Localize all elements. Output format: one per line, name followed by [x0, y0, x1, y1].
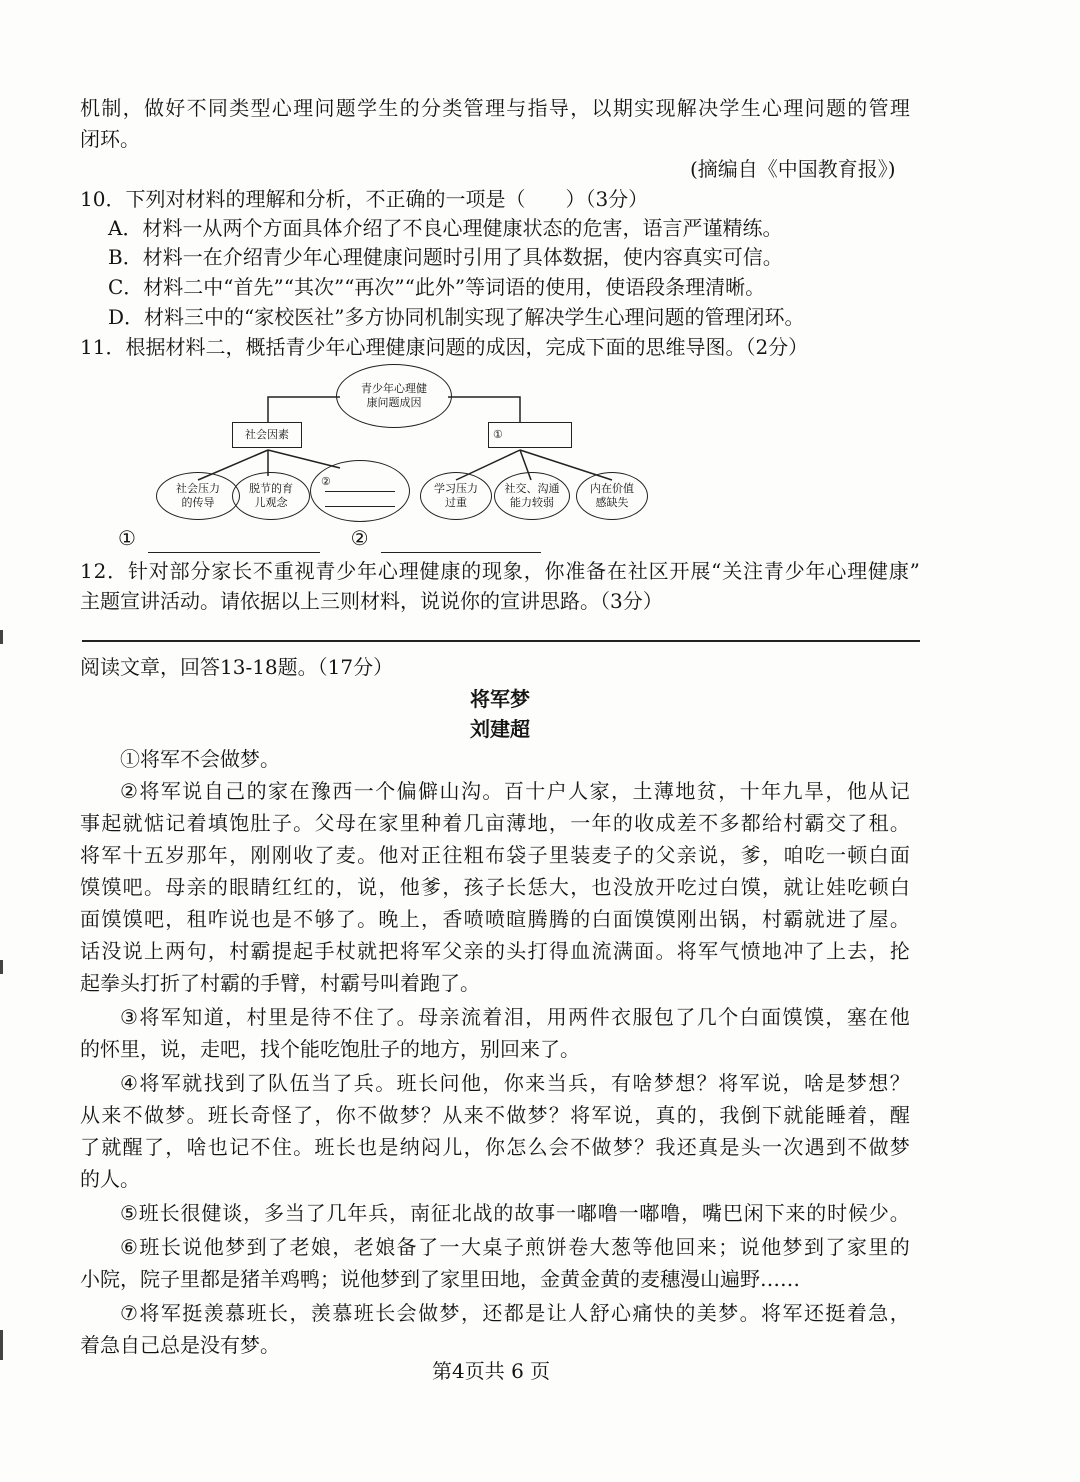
scan-edge-mark: [0, 960, 3, 974]
paragraph-p2-line: 面 馍 馍 吧 ， 租 咋 说 也 是 不 够 了 。 晚 上 ， 香 喷 喷 暄 腾 腾 的 白 面 馍 馍 刚 出 锅 ， 村 霸 就 进 了 屋 。: [80, 907, 910, 931]
paragraph-1: ①将军不会做梦。: [120, 747, 280, 771]
q12-line-2: 主题宣讲活动。请依据以上三则材料，说说你的宣讲思路。（3分）: [80, 589, 663, 613]
leaf-study-pressure: [420, 472, 492, 520]
scan-edge-mark: [0, 1330, 3, 1360]
mind-map: [150, 356, 670, 526]
q11-stem: 11．根据材料二，概括青少年心理健康问题的成因，完成下面的思维导图。（2分）: [80, 335, 809, 359]
q10-option-d: D．材料三中的“家校医社”多方协同机制实现了解决学生心理问题的管理闭环。: [108, 305, 805, 329]
leaf-blank-2[interactable]: [310, 460, 410, 522]
page-footer: 第4页共 6 页: [432, 1359, 551, 1383]
paragraph-p6-line: 小院，院子里都是猪羊鸡鸭；说他梦到了家里田地，金黄金黄的麦穗漫山遍野……: [80, 1267, 800, 1291]
leaf-inner-value: [576, 472, 648, 520]
leaf-blank-2-label: ②: [321, 475, 331, 488]
paragraph-p4-line: 的人。: [80, 1167, 140, 1191]
paragraph-p2-line: 馍 馍 吧 。 母 亲 的 眼 睛 红 红 的 ， 说 ， 他 爹 ， 孩 子 长 恁 大 ， 也 没 放 开 吃 过 白 馍 ， 就 让 娃 吃 顿 白: [80, 875, 910, 899]
blank-node-1-label: ①: [493, 428, 503, 441]
leaf-text: 社会压力: [176, 482, 220, 495]
leaf-social-skills: [494, 472, 570, 520]
q10-option-b: B．材料一在介绍青少年心理健康问题时引用了具体数据，使内容真实可信。: [108, 245, 783, 269]
leaf-text: 内在价值: [590, 482, 634, 495]
reading-intro: 阅读文章，回答13-18题。（17分）: [80, 655, 394, 679]
paragraph-p2-line: ② 将 军 说 自 己 的 家 在 豫 西 一 个 偏 僻 山 沟 。 百 十 户 人 家 ， 土 薄 地 贫 ， 十 年 九 旱 ， 他 从 记: [120, 779, 910, 803]
paragraph-p2-line: 话 没 说 上 两 句 ， 村 霸 提 起 手 杖 就 把 将 军 父 亲 的 头 打 得 血 流 满 面 。 将 军 气 愤 地 冲 了 上 去 ， 抡: [80, 939, 910, 963]
answer-blank-1-label: ①: [118, 526, 136, 550]
leaf-text: 的传导: [181, 496, 215, 509]
leaf-social-pressure: [156, 472, 240, 520]
source-citation: (摘编自《中国教育报》): [690, 157, 896, 181]
story-title: 将军梦: [470, 687, 530, 711]
blank-node-1[interactable]: [488, 422, 572, 448]
leaf-text: 社交、沟通: [504, 482, 560, 495]
root-node: [336, 364, 452, 428]
paragraph-p7-line: ⑦ 将 军 挺 羡 慕 班 长 ， 羡 慕 班 长 会 做 梦 ， 还 都 是 让 人 舒 心 痛 快 的 美 梦 。 将 军 还 挺 着 急 ，: [120, 1301, 910, 1325]
paragraph-p7-line: 着急自己总是没有梦。: [80, 1333, 280, 1357]
paragraph-p6-line: ⑥ 班 长 说 他 梦 到 了 老 娘 ， 老 娘 备 了 一 大 桌 子 煎 饼 卷 大 葱 等 他 回 来 ； 说 他 梦 到 了 家 里 的: [120, 1235, 910, 1259]
paragraph-p2-line: 将 军 十 五 岁 那 年 ， 刚 刚 收 了 麦 。 他 对 正 往 粗 布 袋 子 里 装 麦 子 的 父 亲 说 ， 爹 ， 咱 吃 一 顿 白 面: [80, 843, 910, 867]
top-line-1: 机 制 ， 做 好 不 同 类 型 心 理 问 题 学 生 的 分 类 管 理 与 指 导 ， 以 期 实 现 解 决 学 生 心 理 问 题 的 管 理: [80, 96, 910, 120]
q11-answer-blanks: [118, 522, 541, 553]
top-line-2: 闭环。: [80, 127, 140, 151]
paragraph-p5-line: ⑤ 班 长 很 健 谈 ， 多 当 了 几 年 兵 ， 南 征 北 战 的 故 事 一 嘟 噜 一 嘟 噜 ， 嘴 巴 闲 下 来 的 时 候 少 。: [120, 1201, 910, 1225]
answer-blank-1[interactable]: [148, 522, 320, 553]
answer-divider: [82, 640, 920, 642]
paragraph-p4-line: 了 就 醒 了 ， 啥 也 记 不 住 。 班 长 也 是 纳 闷 儿 ， 你 怎 么 会 不 做 梦 ？ 我 还 真 是 头 一 次 遇 到 不 做 梦: [80, 1135, 910, 1159]
q10-stem: 10．下列对材料的理解和分析，不正确的一项是（ ）（3分）: [80, 187, 649, 211]
scan-edge-mark: [0, 630, 3, 644]
leaf-text: 过重: [445, 496, 467, 509]
leaf-parenting-concept: [232, 472, 310, 520]
paragraph-p4-line: 从 来 不 做 梦 。 班 长 奇 怪 了 ， 你 不 做 梦 ？ 从 来 不 做 梦 ？ 将 军 说 ， 真 的 ， 我 倒 下 就 能 睡 着 ， 醒: [80, 1103, 910, 1127]
answer-blank-2-label: ②: [350, 526, 369, 550]
q10-option-c: C．材料二中“首先”“其次”“再次”“此外”等词语的使用，使语段条理清晰。: [108, 275, 766, 299]
root-text-1: 青少年心理健: [361, 382, 427, 395]
leaf-text: 儿观念: [254, 496, 288, 509]
paragraph-p3-line: 的怀里，说，走吧，找个能吃饱肚子的地方，别回来了。: [80, 1037, 580, 1061]
paragraph-p4-line: ④ 将 军 就 找 到 了 队 伍 当 了 兵 。 班 长 问 他 ， 你 来 当 兵 ， 有 啥 梦 想 ？ 将 军 说 ， 啥 是 梦 想 ？: [120, 1071, 910, 1095]
leaf-text: 感缺失: [595, 496, 629, 509]
leaf-text: 学习压力: [434, 482, 478, 495]
story-author: 刘建超: [470, 717, 530, 741]
leaf-blank-2-line: [325, 491, 395, 492]
answer-blank-2[interactable]: [381, 522, 541, 553]
paragraph-p3-line: ③ 将 军 知 道 ， 村 里 是 待 不 住 了 。 母 亲 流 着 泪 ， 用 两 件 衣 服 包 了 几 个 白 面 馍 馍 ， 塞 在 他: [120, 1005, 910, 1029]
paragraph-p2-line: 起拳头打折了村霸的手臂，村霸号叫着跑了。: [80, 971, 480, 995]
paragraph-p2-line: 事 起 就 惦 记 着 填 饱 肚 子 。 父 母 在 家 里 种 着 几 亩 薄 地 ， 一 年 的 收 成 差 不 多 都 给 村 霸 交 了 租 。: [80, 811, 910, 835]
social-factor-node: 社会因素: [232, 422, 302, 448]
leaf-text: 脱节的育: [249, 482, 293, 495]
leaf-blank-2-line: [325, 506, 395, 507]
root-text-2: 康问题成因: [366, 396, 422, 409]
q12-line-1: 1 2 ． 针 对 部 分 家 长 不 重 视 青 少 年 心 理 健 康 的 现 象 ， 你 准 备 在 社 区 开 展 “ 关 注 青 少 年 心 理 健 康 ”: [80, 559, 920, 583]
leaf-text: 能力较弱: [510, 496, 554, 509]
q10-option-a: A．材料一从两个方面具体介绍了不良心理健康状态的危害，语言严谨精练。: [108, 216, 783, 240]
